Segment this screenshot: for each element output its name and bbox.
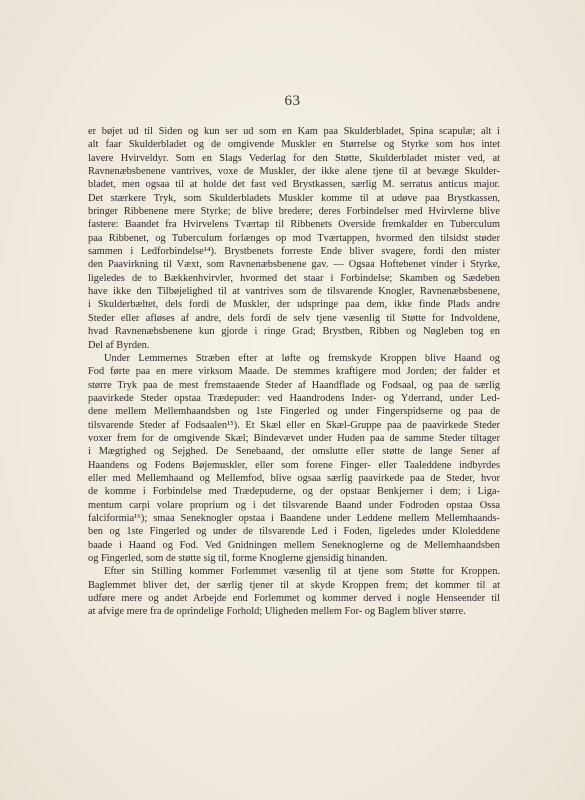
text-line: udføre mere og andet Arbejde end Forlemmet og kommer derved i nogle Henseender til (88, 593, 500, 605)
text-line: mentum carpi volare proprium og i det tilsvarende Baand under Fodroden opstaa Ossa (88, 499, 500, 511)
text-line: Efter sin Stilling kommer Forlemmet væsenlig til at tjene som Støtte for Kroppen. (104, 566, 500, 578)
text-line: i Skulderbæltet, dels fordi de Muskler, der udspringe paa dem, ikke finde Plads andre (88, 299, 500, 311)
text-line: Fod førte paa en mere virksom Maade. De stemmes kraftigere mod Jorden; der falder et (88, 366, 500, 378)
text-line: paa Ribbenet, og Tuberculum forlænges op mod Tværtappen, hvormed den tilsidst støder (88, 232, 500, 244)
text-line: Baglemmet bliver det, der særlig tjener til at skyde Kroppen frem; det kommer til at (88, 579, 500, 591)
text-line: dene mellem Mellemhaandsben og 1ste Fingerled og under Fingerspidserne og paa de (88, 406, 500, 418)
text-line: de komme i Forbindelse med Trædepuderne, og der opstaar Benkjerner i dem; i Liga- (88, 486, 500, 498)
text-line: at afvige mere fra de oprindelige Forhold; Uligheden mellem For- og Baglem bliver større. (88, 606, 466, 618)
text-line: lavere Hvirveldyr. Som en Slags Vederlag for den Støtte, Skulderbladet mister ved, at (88, 152, 500, 164)
paragraph (88, 352, 500, 566)
text-line: sammen i Ledforbindelse¹⁴). Brystbenets forreste Ende bliver svagere, fordi den mister (88, 246, 500, 258)
text-line: bringer Ribbenene mere Styrke; de blive bredere; deres Forbindelser med Hvirvlerne blive (88, 206, 500, 218)
text-line: voxer frem for de omgivende Skæl; Bindevævet under Huden paa de samme Steder tiltager (88, 432, 500, 444)
text-line: i Mægtighed og Sejghed. De Senebaand, der omslutte eller støtte de lange Sener af (88, 446, 500, 458)
paragraph (88, 125, 500, 352)
text-line: større Tryk paa de mest fremstaaende Steder af Haandflade og Fodsaal, og paa de særlig (88, 379, 500, 391)
body-text (88, 125, 500, 619)
text-line: Det stærkere Tryk, som Skulderbladets Muskler komme til at udøve paa Brystkassen, (88, 192, 500, 204)
text-line: hvad Ravnenæbsbenene kun gjorde i ringe Grad; Brystben, Ribben og Nøgleben tog en (88, 326, 500, 338)
page-number: 63 (284, 93, 301, 109)
text-line: Ravnenæbsbenene vantrives, voxe de Muskler, der ikke alene tjene til at bevæge Skulder- (88, 166, 500, 178)
text-line: paavirkede Steder opstaa Trædepuder: ved Haandrodens Inder- og Yderrand, under Led- (88, 392, 500, 404)
text-line: den Paavirkning til Væxt, som Ravnenæbsbenene gav. — Ogsaa Hoftebenet vinder i Styrke, (88, 259, 500, 271)
paragraph (88, 565, 500, 618)
text-line: fastere: Baandet fra Hvirvelens Tværtap til Ribbenets Overside fremkalder en Tuberculum (88, 219, 500, 231)
text-line: falciformia¹⁶); smaa Seneknogler opstaa i Baandene under Leddene mellem Mellemhaands- (88, 512, 500, 524)
text-line: bladet, men ogsaa til at holde det fast ved Brystkassen, særlig M. serratus anticus major. (88, 179, 500, 191)
text-line: er bøjet ud til Siden og kun ser ud som en Kam paa Skulderbladet, Spina scapulæ; alt i (88, 126, 500, 137)
text-line: ligeledes de to Bækkenhvirvler, hvormed det staar i Forbindelse; Skamben og Sædeben (88, 272, 500, 284)
text-line: Haandens og Fodens Bøjemuskler, eller som forene Finger- eller Taaleddene indbyrdes (88, 459, 500, 471)
text-line: Under Lemmernes Stræben efter at løfte og fremskyde Kroppen blive Haand og (104, 352, 500, 364)
text-line: baade i Haand og Fod. Ved Gnidningen mellem Seneknoglerne og de Mellemhaandsben (88, 539, 500, 551)
text-line: eller med Mellemhaand og Mellemfod, blive ogsaa særlig paavirkede paa de Steder, hvor (88, 472, 500, 484)
text-line: alt faar Skulderbladet og de omgivende Muskler en Størrelse og Styrke som hos intet (88, 139, 500, 151)
text-line: Del af Byrden. (88, 339, 150, 351)
text-line: Steder eller afløses af andre, dels fordi de selv tjene væsenlig til Støtte for Indvoldene, (88, 312, 500, 324)
text-line: tilsvarende Steder af Fodsaalen¹⁵). Et Skæl eller en Skæl-Gruppe paa de paavirkede Steder (88, 419, 500, 431)
text-line: ben og 1ste Fingerled og under de tilsvarende Led i Foden, ligeledes under Kloleddene (88, 526, 500, 538)
text-line: have ikke den Tilbøjelighed til at vantrives som de tilsvarende Knogler, Ravnenæbsbenene, (88, 286, 500, 298)
text-line: og Fingerled, som de støtte sig til, forme Knoglerne gjensidig hinanden. (88, 553, 388, 564)
